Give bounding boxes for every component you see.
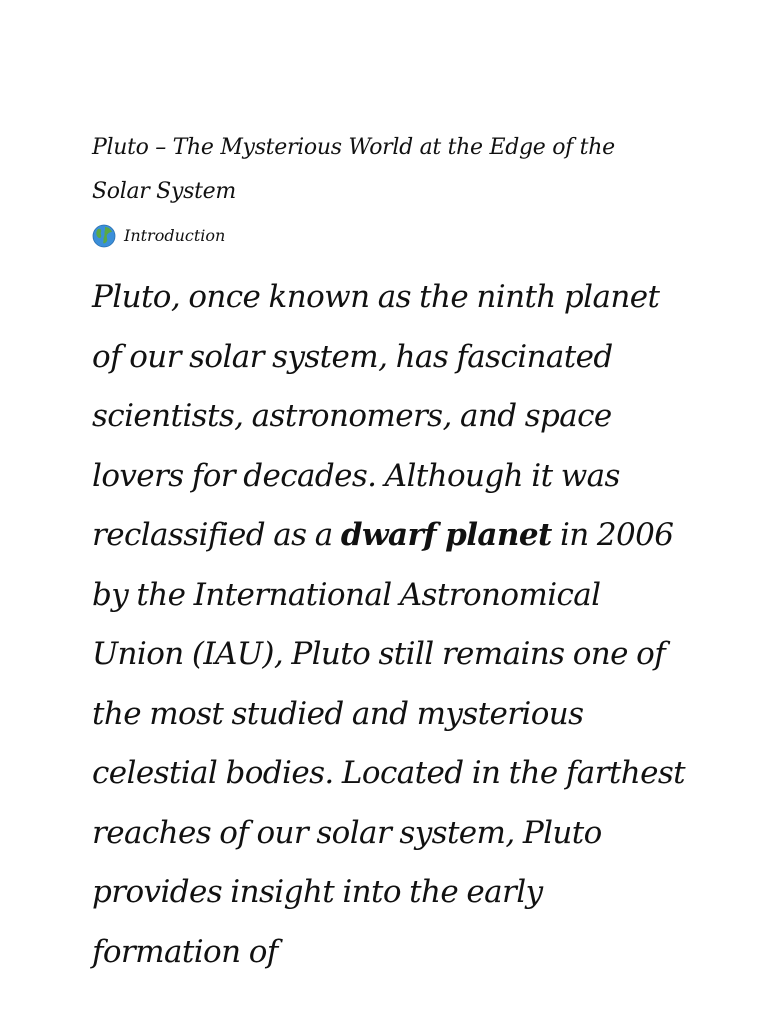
body-paragraph (92, 268, 692, 982)
section-heading (92, 222, 688, 250)
paragraph-text-before-bold: Pluto, once known as the ninth planet of our solar system, has fascinated scientists, astronomers, and space lovers for decades. Although it was reclassified as a (92, 279, 660, 553)
paragraph-bold-term: dwarf planet (340, 517, 552, 553)
document-title: Pluto – The Mysterious World at the Edge of the Solar System (92, 135, 615, 204)
globe-icon (92, 224, 116, 248)
section-heading-text: Introduction (124, 226, 226, 245)
paragraph-text-after-bold: in 2006 by the International Astronomical Union (IAU), Pluto still remains one of the most studied and mysterious celestial bodies. Located in the farthest reaches of our solar system, Pluto provides insight into the early formation of (92, 517, 685, 970)
